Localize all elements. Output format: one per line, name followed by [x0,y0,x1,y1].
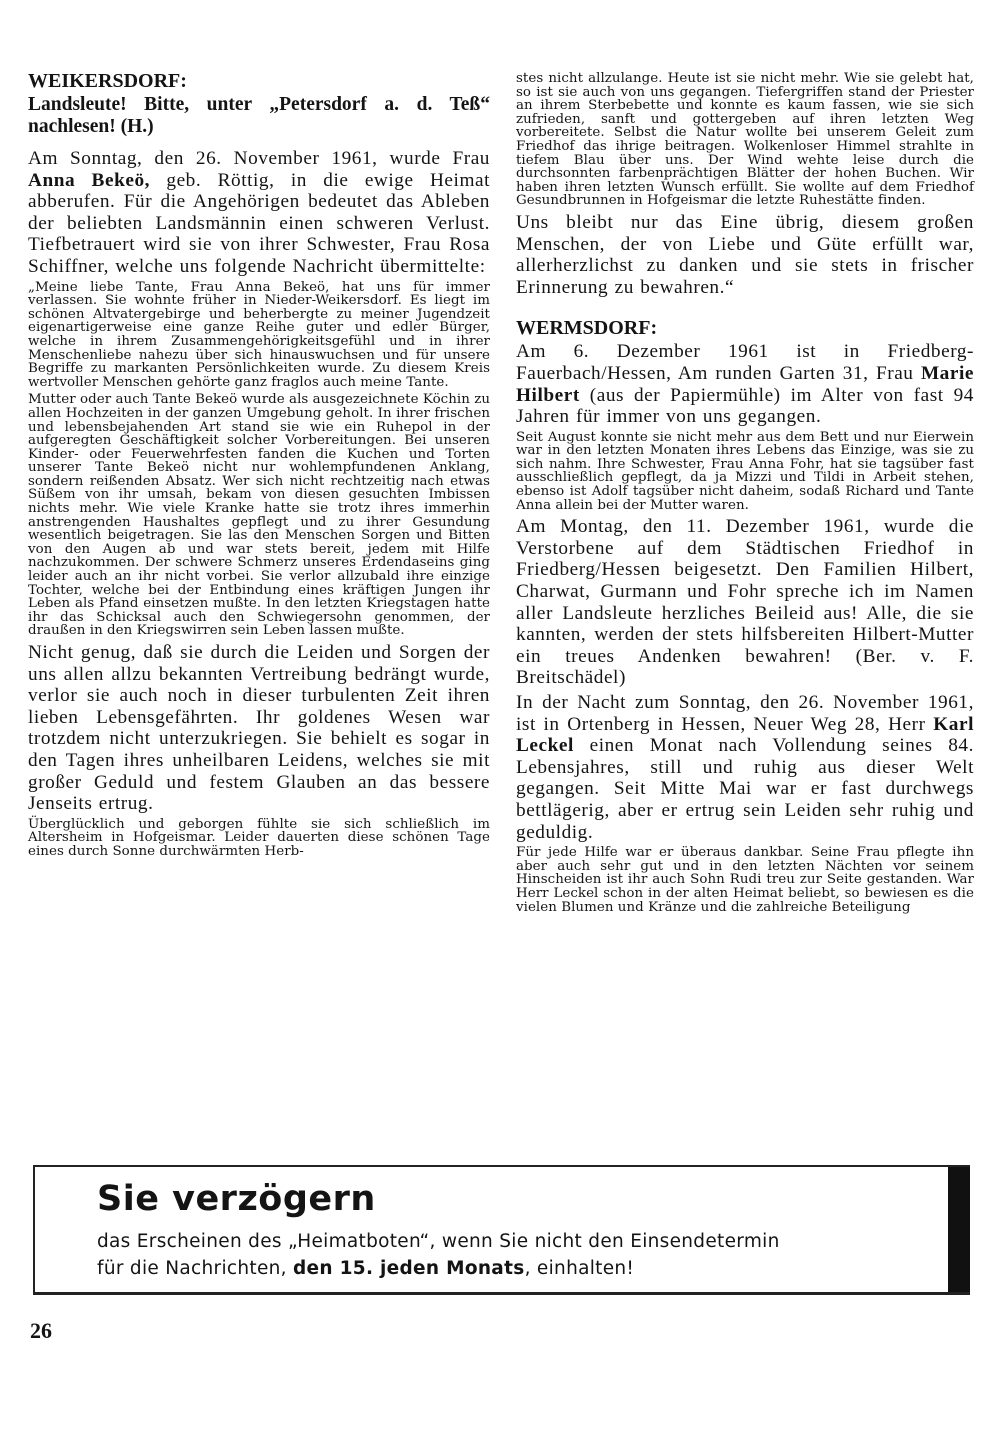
paragraph: stes nicht allzulange. Heute ist sie nicht mehr. Wie sie gelebt hat, so ist sie auch von uns gegangen. Tiefergriffen stand der Priester an ihrem Sterbebette und konnte es kaum fassen, wie sie sich zufrieden, sanft und gottergeben auf ihren letzten Weg vorbereitete. Selbst die Natur wollte bei unserem Geleit zum Friedhof das ihrige beitragen. Wolkenloser Himmel strahlte in tiefem Blau über uns. Der Wind wehte leise durch die durchsonnten farbenprächtigen Blätter der hohen Buchen. Wir haben ihren letzten Wunsch erfüllt. Sie wollte auf dem Friedhof Gesundbrunnen in Hofgeismar die letzte Ruhestätte finden. [516,71,974,209]
text: für die Nachrichten, [97,1258,294,1279]
text: Am Sonntag, den 26. November 1961, wurde Frau [28,148,490,169]
paragraph: „Meine liebe Tante, Frau Anna Bekeö, hat uns für immer verlassen. Sie wohnte früher in Nieder-Weikersdorf. Es liegt im schönen Altvatergebirge und beherbergte zu meiner Jugendzeit eigenartigerweise eine ganze Reihe guter und edler Bürger, welche in ihrem Zusammengehörigkeitsgefühl und in ihrer Menschenliebe nahezu über sich hinauswuchsen und für unsere Begriffe zu markanten Persönlichkeiten wurde. Zu diesem Kreis wertvoller Menschen gehörte ganz fraglos auch meine Tante. [28,279,490,390]
paragraph: Für jede Hilfe war er überaus dankbar. Seine Frau pflegte ihn aber auch sehr gut und in den letzten Nächten vor seinem Hinscheiden ist ihr auch Sohn Rudi treu zur Seite gestanden. War Herr Leckel schon in der alten Heimat beliebt, so bewiesen es die vielen Blumen und Kränze und die zahlreiche Beteiligung [516,845,974,915]
paragraph: Mutter oder auch Tante Bekeö wurde als ausgezeichnete Köchin zu allen Hochzeiten in der ganzen Umgebung geholt. In ihrer frischen und lebensbejahenden Art stand sie wie ein Ruhepol in der aufgeregten Geschäftigkeit solcher Vorbereitungen. Bei unseren Kinder- oder Feuerwehrfesten fanden die Kuchen und Torten unserer Tante Bekeö nicht nur wohlempfundenen Anklang, sondern reißenden Absatz. Wer sich nicht rechtzeitig nach etwas Süßem von ihr umsah, bekam von diesen gesuchten Imbissen nichts mehr. Wie viele Kranke hatte sie trotz ihres immerhin anstrengenden Haushaltes gepflegt und zu ihrer Gesundung wesentlich beigetragen. Sie las den Menschen Sorgen und Bitten von den Augen ab und war stets bereit, jedem mit Hilfe nachzukommen. Der schwere Schmerz unseres Erdendaseins ging leider auch an ihr nicht vorbei. Sie verlor allzubald ihre einzige Tochter, welche bei der Entbindung eines kräftigen Jungen ihr Leben als Pfand einsetzen mußte. In den letzten Kriegstagen hatte ihr das Schicksal auch den Schwiegersohn genommen, der draußen in den Kriegswirren sein Leben lassen mußte. [28,392,490,639]
paragraph: Nicht genug, daß sie durch die Leiden und Sorgen der uns allen allzu bekannten Vertreibung bedrängt wurde, verlor sie auch noch in dieser turbulenten Zeit ihren lieben Lebensgefährten. Ihr goldenes Wesen war trotzdem nicht unterzukriegen. Sie behielt es sogar in den Tagen ihres unheilbaren Leidens, welches sie mit großer Geduld und festem Glauben an das bessere Jenseits ertrug. [28,642,490,815]
paragraph [28,148,490,278]
paragraph: Uns bleibt nur das Eine übrig, diesem großen Menschen, der von Liebe und Güte erfüllt war, allerherzlichst zu danken und sie stets in frischer Erinnerung zu bewahren.“ [516,211,974,298]
deadline: den 15. jeden Monats [293,1258,525,1279]
paragraph [516,341,974,427]
text: Am 6. Dezember 1961 ist in Friedberg-Fauerbach/Hessen, Am runden Garten 31, Frau [516,341,974,384]
section-subheading: Landsleute! Bitte, unter „Petersdorf a. d. Teß“ nachlesen! (H.) [28,94,490,137]
text: (aus der Papiermühle) im Alter von fast 94 Jahren für immer von uns gegangen. [516,384,974,428]
paragraph: Überglücklich und geborgen fühlte sie sich schließlich im Altersheim in Hofgeismar. Leider dauerten diese schönen Tage eines durch Sonne durchwärmten Herb- [28,816,490,859]
right-column [516,72,974,918]
notice-box [33,1165,970,1295]
paragraph [516,692,974,843]
notice-line-1: das Erscheinen des „Heimatboten“, wenn Sie nicht den Einsendetermin [97,1231,780,1252]
text: , einhalten! [524,1258,635,1279]
person-name: Anna Bekeö, [28,169,151,191]
text: In der Nacht zum Sonntag, den 26. November 1961, ist in Ortenberg in Hessen, Neuer Weg 28, Herr [516,692,974,735]
paragraph: Am Montag, den 11. Dezember 1961, wurde die Verstorbene auf dem Städtischen Friedhof in Friedberg/Hessen beigesetzt. Den Familien Hilbert, Charwat, Gurmann und Fohr spreche ich im Namen aller Landsleute herzliches Beileid aus! Alle, die sie kannten, werden der stets hilfsbereiten Hilbert-Mutter ein treues Andenken bewahren! (Ber. v. F. Breitschädel) [516,516,974,689]
notice-bar [948,1167,970,1292]
notice-title: Sie verzögern [97,1179,376,1219]
paragraph: Seit August konnte sie nicht mehr aus dem Bett und nur Eierwein war in den letzten Monaten ihres Lebens das Einzige, was sie zu sich nahm. Ihre Schwester, Frau Anna Fohr, hat sie tagsüber fast ausschließlich gepflegt, da ja Mizzi und Tildi in Arbeit stehen, ebenso ist Adolf tagsüber nicht daheim, sodaß Richard und Tante Anna allein bei der Mutter waren. [516,429,974,513]
text: einen Monat nach Vollendung seines 84. Lebensjahres, still und ruhig aus dieser Welt gegangen. Seit Mitte Mai war er fast durchwegs bettlägerig, aber er ertrug sein Leiden sehr ruhig und geduldig. [516,735,974,843]
left-column [28,70,490,863]
person-name: Karl Leckel [516,713,974,757]
person-name: Marie Hilbert [516,362,974,406]
notice-line-2 [97,1258,634,1279]
section-heading-weikersdorf: WEIKERSDORF: [28,70,187,92]
section-heading-wermsdorf: WERMSDORF: [516,317,658,340]
page-number: 26 [30,1318,52,1343]
text: geb. Röttig, in die ewige Heimat abberufen. Für die Angehörigen bedeutet das Ableben der beliebten Landsmännin einen schweren Verlust. Tiefbetrauert wird sie von ihrer Schwester, Frau Rosa Schiffner, welche uns folgende Nachricht übermittelte: [28,169,491,277]
